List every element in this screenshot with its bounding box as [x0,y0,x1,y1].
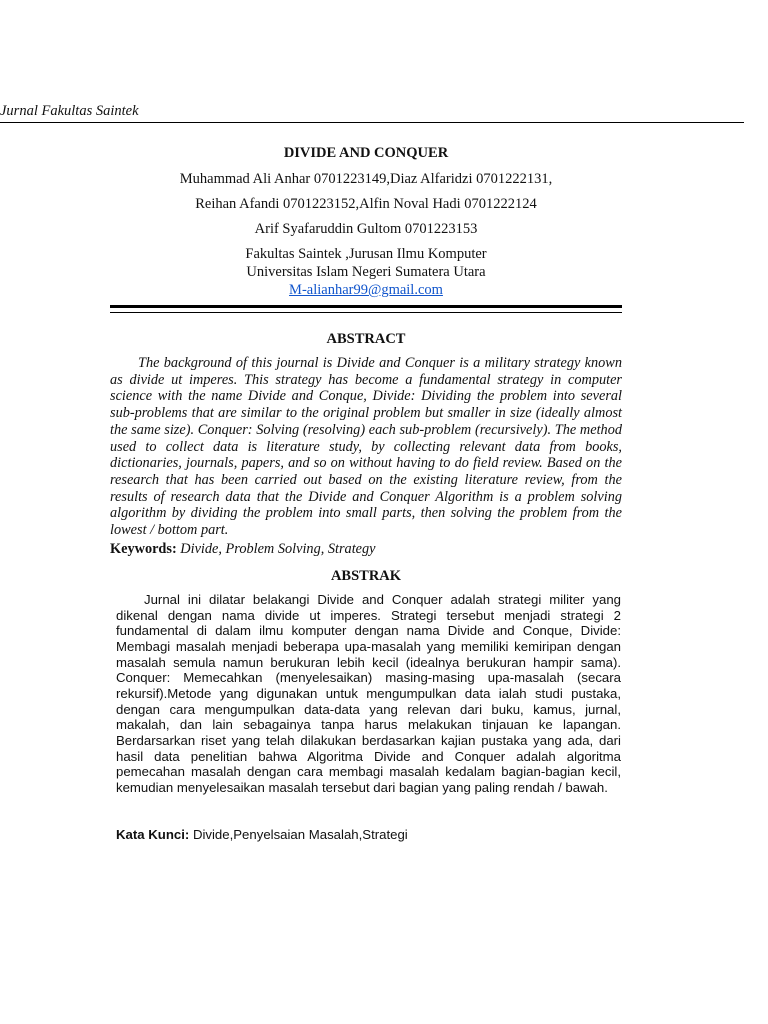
kata-kunci-label: Kata Kunci: [116,827,190,842]
kata-kunci-value: Divide,Penyelsaian Masalah,Strategi [189,827,408,842]
title-block [110,144,622,299]
authors-line-2: Reihan Afandi 0701223152,Alfin Noval Hadi 0701222124 [195,196,537,212]
journal-header: Jurnal Fakultas Saintek [0,103,139,119]
abstract-body: The background of this journal is Divide and Conquer is a military strategy known as divide ut imperes. This strategy has become a fundamental strategy in computer science with the name Divide and Conque, Divide: Dividing the problem into several sub-problems that are similar to the original problem but smaller in size (ideally almost the same size). Conquer: Solving (resolving) each sub-problem (recursively). The method used to collect data is literature study, by collecting relevant data from books, dictionaries, journals, papers, and so on without having to do field review. Based on the research that has been carried out based on the existing literature review, from the results of research data that the Divide and Conquer Algorithm is a problem solving algorithm by dividing the problem into small parts, then solving the problem from the lowest / bottom part. [110,355,622,539]
affiliation-university: Universitas Islam Negeri Sumatera Utara [246,264,486,280]
keywords-line [110,541,622,558]
authors-line-1: Muhammad Ali Anhar 0701223149,Diaz Alfaridzi 0701222131, [179,171,553,187]
keywords-label: Keywords: [110,541,177,557]
paper-title: DIVIDE AND CONQUER [283,145,449,161]
author-email-link[interactable]: M-alianhar99@gmail.com [289,282,443,298]
header-divider [0,122,744,123]
affiliation-faculty: Fakultas Saintek ,Jurusan Ilmu Komputer [245,246,487,262]
authors-line-3: Arif Syafaruddin Gultom 0701223153 [254,221,478,237]
abstrak-body: Jurnal ini dilatar belakangi Divide and Conquer adalah strategi militer yang dikenal dengan nama divide ut imperes. Strategi tersebut menjadi strategi 2 fundamental di dalam ilmu komputer dengan nama Divide and Conque, Divide: Membagi masalah menjadi beberapa upa-masalah yang memiliki kemiripan dengan masalah semula namun berukuran lebih kecil (idealnya berukuran hampir sama). Conquer: Memecahkan (menyelesaikan) masing-masing upa-masalah (secara rekursif).Metode yang digunakan untuk mengumpulkan data ialah studi pustaka, dengan cara mengumpulkan data-data yang relevan dari buku, kamus, jurnal, makalah, dan lain sebagainya tanpa harus melakukan tinjauan ke lapangan. Berdarsarkan riset yang telah dilakukan berdasarkan kajian pustaka yang ada, dari hasil data penelitian bahwa Algoritma Divide and Conquer adalah algoritma pemecahan masalah dengan cara membagi masalah kedalam bagian-bagian kecil, kemudian menyelesaikan masalah tersebut dari bagian yang paling rendah / bawah. [116,592,621,795]
keywords-value: Divide, Problem Solving, Strategy [176,541,376,557]
abstract-heading: ABSTRACT [326,331,406,347]
kata-kunci-line [116,827,621,843]
section-divider [110,305,622,313]
abstrak-heading: ABSTRAK [330,568,402,584]
